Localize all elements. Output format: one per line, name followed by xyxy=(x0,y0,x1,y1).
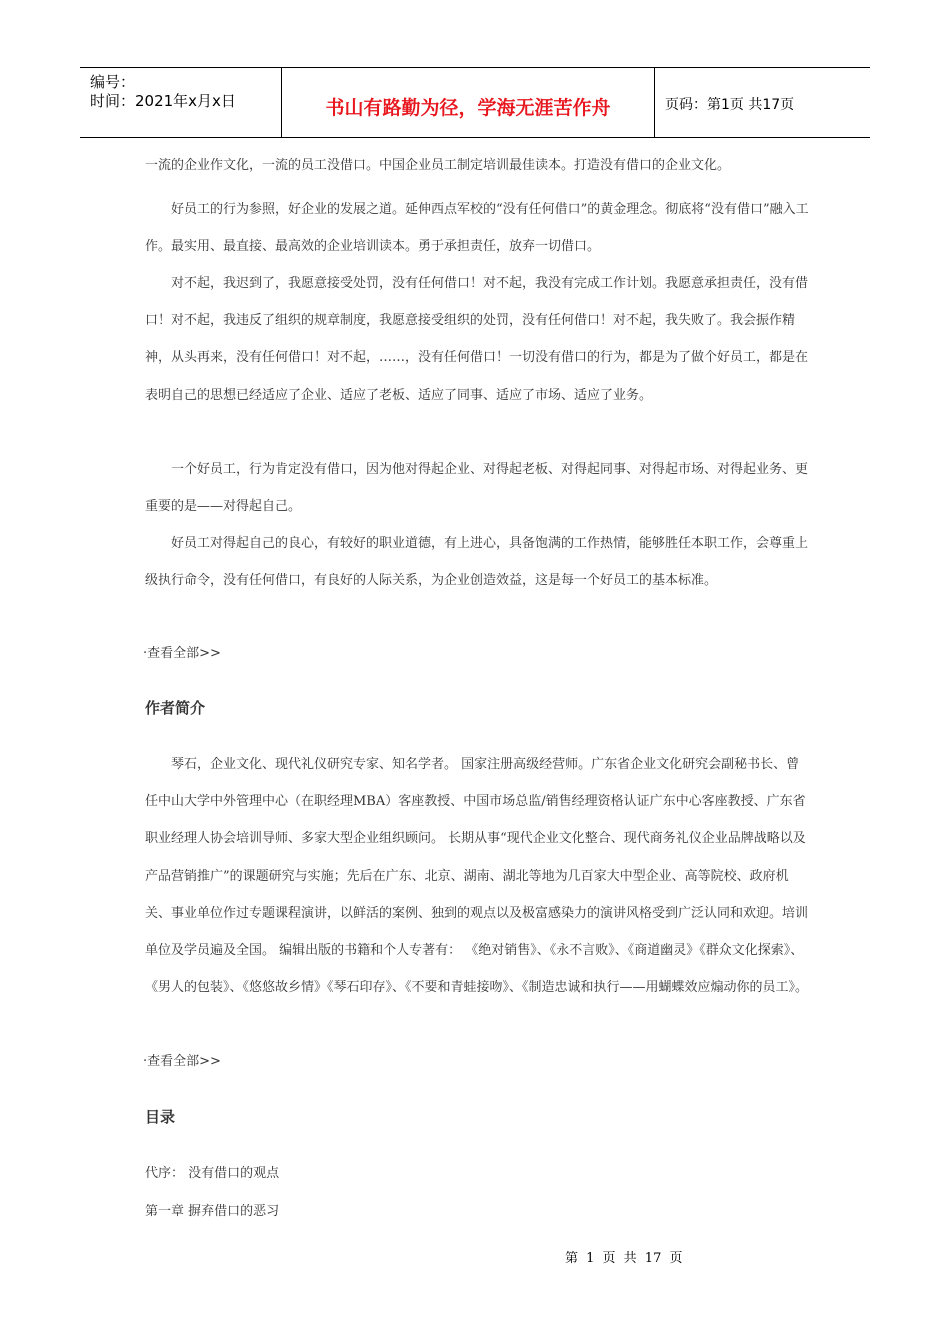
view-all-link[interactable]: ·查看全部>> xyxy=(143,646,221,661)
toc-item: 代序： 没有借口的观点 xyxy=(145,1166,280,1181)
toc-heading: 目录 xyxy=(145,1108,176,1126)
toc-item: 第一章 摒弃借口的恶习 xyxy=(145,1204,280,1219)
view-all-link[interactable]: ·查看全部>> xyxy=(143,1054,221,1069)
header-motto: 书山有路勤为径，学海无涯苦作舟 xyxy=(282,68,655,137)
header-meta xyxy=(80,68,282,137)
intro-paragraph: 对不起，我迟到了，我愿意接受处罚，没有任何借口！对不起，我没有完成工作计划。我愿意承担责任，没有借口！对不起，我违反了组织的规章制度，我愿意接受组织的处罚，没有任何借口！对不起，我失败了。我会振作精神，从头再来，没有任何借口！对不起，……，没有任何借口！一切没有借口的行为，都是为了做个好员工，都是在表明自己的思想已经适应了企业、适应了老板、适应了同事、适应了市场、适应了业务。 xyxy=(145,276,809,403)
page-header xyxy=(80,67,870,138)
document-number-label: 编号： xyxy=(90,73,136,91)
author-paragraph: 琴石，企业文化、现代礼仪研究专家、知名学者。 国家注册高级经营师。广东省企业文化研究会副秘书长、曾任中山大学中外管理中心（在职经理MBA）客座教授、中国市场总监/销售经理资格认证广东中心客座教授、广东省职业经理人协会培训导师、多家大型企业组织顾问。 长期从事“现代企业文化整合、现代商务礼仪企业品牌战略以及产品营销推广”的课题研究与实施；先后在广东、北京、湖南、湖北等地为几百家大中型企业、高等院校、政府机关、事业单位作过专题课程演讲，以鲜活的案例、独到的观点以及极富感染力的演讲风格受到广泛认同和欢迎。培训单位及学员遍及全国。 编辑出版的书籍和个人专著有： 《绝对销售》、《永不言败》、《商道幽灵》《群众文化探索》、《男人的包装》、《悠悠故乡情》《琴石印存》、《不要和青蛙接吻》、《制造忠诚和执行——用蝴蝶效应煽动你的员工》。 xyxy=(145,757,809,996)
document-date: 时间：2021年x月x日 xyxy=(90,92,236,110)
author-heading: 作者简介 xyxy=(145,699,206,717)
intro-paragraph: 一个好员工，行为肯定没有借口，因为他对得起企业、对得起老板、对得起同事、对得起市场、对得起业务、更重要的是——对得起自己。 xyxy=(145,462,809,515)
intro-paragraph: 一流的企业作文化，一流的员工没借口。中国企业员工制定培训最佳读本。打造没有借口的企业文化。 xyxy=(145,158,731,173)
intro-paragraph: 好员工对得起自己的良心，有较好的职业道德，有上进心，具备饱满的工作热情，能够胜任本职工作，会尊重上级执行命令，没有任何借口，有良好的人际关系，为企业创造效益，这是每一个好员工的基本标准。 xyxy=(145,536,809,589)
page-footer: 第 1 页 共 17 页 xyxy=(565,1251,683,1266)
intro-paragraph: 好员工的行为参照，好企业的发展之道。延伸西点军校的“没有任何借口”的黄金理念。彻底将“没有借口”融入工作。最实用、最直接、最高效的企业培训读本。勇于承担责任，放弃一切借口。 xyxy=(145,202,809,255)
header-page-info: 页码：第1页 共17页 xyxy=(665,96,795,113)
